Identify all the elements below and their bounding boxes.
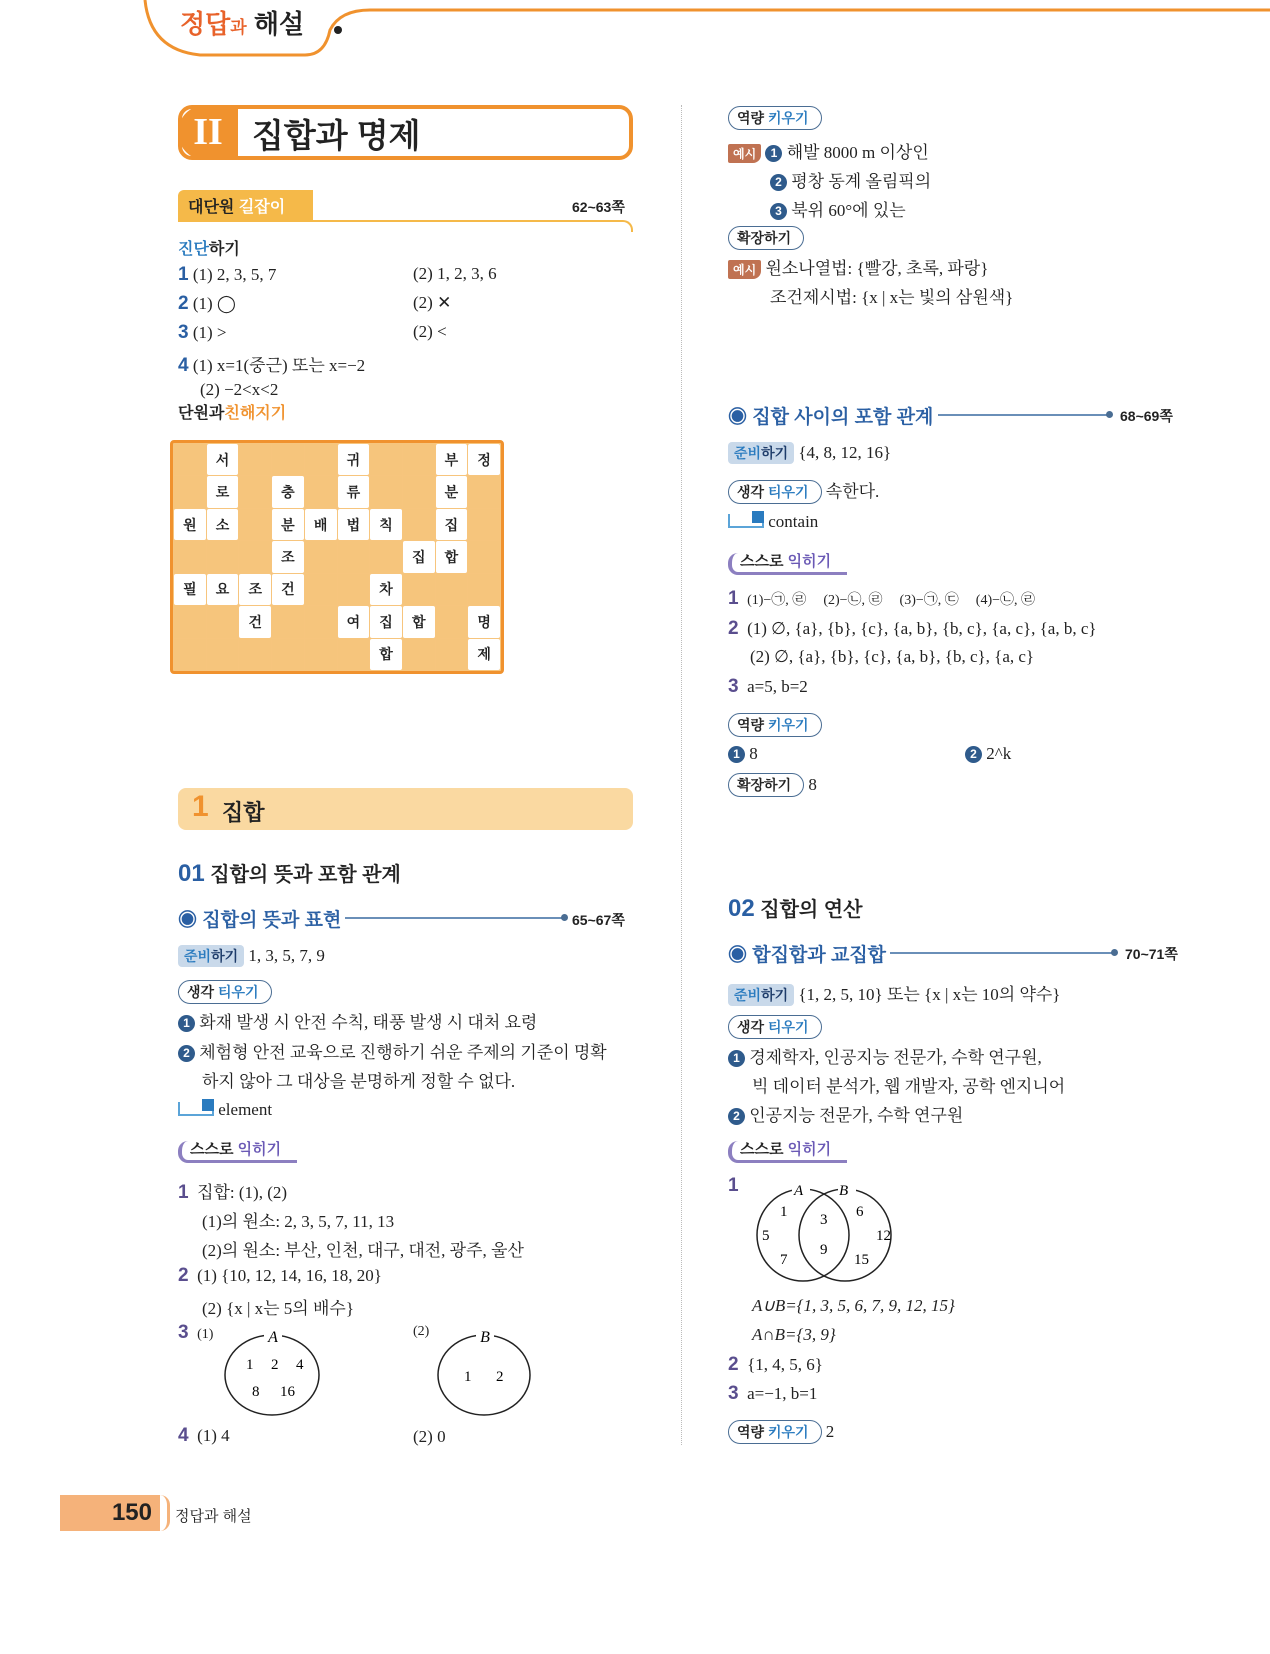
crossword-cell <box>305 639 337 670</box>
diagnose-item: 2 (1) ◯ <box>178 293 236 314</box>
crossword-cell: 법 <box>338 509 370 540</box>
sec1-q2: 2 (1) {10, 12, 14, 16, 18, 20} <box>178 1265 382 1286</box>
sec3-self-label: 스스로 익히기 <box>728 1138 847 1159</box>
crossword-cell <box>174 639 206 670</box>
chapter-numeral: II <box>178 105 238 160</box>
sec2-q2: 2 (1) ∅, {a}, {b}, {c}, {a, b}, {b, c}, {a, c}, {a, b, c} <box>728 618 1097 639</box>
sec3-pages: 70~71쪽 <box>1125 946 1178 962</box>
crossword-cell <box>436 606 468 637</box>
page-number: 150 <box>60 1495 160 1531</box>
sec2-q1: 1 (1)−㉠, ㉣ (2)−㉡, ㉣ (3)−㉠, ㉢ (4)−㉡, ㉣ <box>728 588 1036 609</box>
sec3-line <box>890 952 1115 954</box>
sec1-q1b: (1)의 원소: 2, 3, 5, 7, 11, 13 <box>202 1212 395 1231</box>
crossword-cell: 제 <box>468 639 500 670</box>
venn-item: 16 <box>280 1384 295 1400</box>
crossword-cell <box>272 639 304 670</box>
crossword-cell: 명 <box>468 606 500 637</box>
crossword-cell <box>370 444 402 475</box>
venn-item: 5 <box>762 1228 770 1244</box>
sec3-intersection: A∩B={3, 9} <box>752 1325 836 1344</box>
crossword-cell: 정 <box>468 444 500 475</box>
ext-example-2: 조건제시법: {x | x는 빛의 삼원색} <box>770 288 1014 307</box>
venn-label-b: B <box>839 1183 849 1199</box>
crossword-cell <box>370 476 402 507</box>
crossword-cell <box>239 541 271 572</box>
venn-item: 1 <box>246 1357 254 1373</box>
sec2-cap-2: 2 2^k <box>965 744 1011 764</box>
sec3-union: A∪B={1, 3, 5, 6, 7, 9, 12, 15} <box>752 1296 955 1315</box>
overview-label: 대단원 길잡이 <box>178 190 313 220</box>
crossword-cell <box>370 541 402 572</box>
sec1-self-label: 스스로 익히기 <box>178 1138 297 1159</box>
crossword-cell <box>239 639 271 670</box>
crossword-cell: 조 <box>239 574 271 605</box>
venn-item: 6 <box>856 1204 864 1220</box>
sec3-prep: 준비하기 {1, 2, 5, 10} 또는 {x | x는 10의 약수} <box>728 980 1060 1006</box>
crossword-cell: 로 <box>207 476 239 507</box>
cap-example-1: 예시 1 해발 8000 m 이상인 <box>728 138 929 163</box>
crossword-cell: 배 <box>305 509 337 540</box>
crossword-cell <box>436 574 468 605</box>
sec2-ext: 확장하기 8 <box>728 773 817 797</box>
venn-item: 7 <box>780 1252 788 1268</box>
crossword-cell <box>305 541 337 572</box>
crossword-cell <box>468 476 500 507</box>
crossword-cell <box>305 476 337 507</box>
unit-title: 집합 <box>222 800 265 825</box>
crossword-cell: 부 <box>436 444 468 475</box>
sec1-q1c: (2)의 원소: 부산, 인천, 대구, 대전, 광주, 울산 <box>202 1241 524 1260</box>
sec2-think: 생각 티우기 속한다. <box>728 477 879 504</box>
crossword-cell <box>436 639 468 670</box>
crossword-cell: 칙 <box>370 509 402 540</box>
crossword-cell <box>468 509 500 540</box>
crossword-cell: 합 <box>436 541 468 572</box>
crossword-cell: 조 <box>272 541 304 572</box>
sec3-q3: 3 a=−1, b=1 <box>728 1383 818 1404</box>
crossword-cell: 차 <box>370 574 402 605</box>
crossword-cell: 집 <box>403 541 435 572</box>
sec2-cap-label: 역량 키우기 <box>728 713 822 737</box>
crossword-cell: 건 <box>272 574 304 605</box>
circle-1-icon: 1 <box>178 1015 195 1032</box>
venn-item: 1 <box>464 1369 472 1385</box>
crossword-heading: 단원과친해지기 <box>178 405 287 422</box>
sec2-pages: 68~69쪽 <box>1120 408 1173 424</box>
sec1-q1: 1 집합: (1), (2) <box>178 1182 288 1203</box>
sec2-q2b: (2) ∅, {a}, {b}, {c}, {a, b}, {b, c}, {a, c} <box>750 647 1035 666</box>
venn-b-label: B <box>480 1329 490 1346</box>
sec1-q3b: (2) <box>413 1324 430 1339</box>
venn-item: 2 <box>271 1357 279 1373</box>
lesson2-heading: 02 집합의 연산 <box>728 895 863 922</box>
dictionary-icon <box>178 1102 214 1116</box>
crossword-cell: 원 <box>174 509 206 540</box>
crossword-cell: 건 <box>239 606 271 637</box>
lesson1-heading: 01 집합의 뜻과 포함 관계 <box>178 860 401 887</box>
sec3-cap: 역량 키우기 2 <box>728 1420 834 1444</box>
footer-bracket <box>160 1495 170 1531</box>
crossword-cell <box>305 606 337 637</box>
crossword-cell: 합 <box>403 606 435 637</box>
crossword-grid <box>170 440 504 674</box>
venn-label-a: A <box>794 1183 804 1199</box>
crossword-cell <box>272 444 304 475</box>
sec2-heading: ◉ 집합 사이의 포함 관계 <box>728 407 934 428</box>
circle-2-icon: 2 <box>178 1045 195 1062</box>
diagnose-item: 1 (1) 2, 3, 5, 7 <box>178 264 277 285</box>
crossword-cell <box>305 574 337 605</box>
sec1-think1: 1 화재 발생 시 안전 수칙, 태풍 발생 시 대처 요령 <box>178 1008 537 1033</box>
sec1-think2b: 하지 않아 그 대상을 분명하게 정할 수 없다. <box>202 1072 516 1091</box>
diagnose-item-b: (2) < <box>413 322 447 341</box>
crossword-cell: 집 <box>436 509 468 540</box>
crossword-cell <box>174 476 206 507</box>
crossword-cell <box>174 606 206 637</box>
venn-ab <box>748 1178 908 1288</box>
venn-a-label: A <box>268 1329 278 1346</box>
diagnose-heading: 진단하기 <box>178 241 240 258</box>
crossword-cell <box>239 476 271 507</box>
crossword-cell <box>272 606 304 637</box>
sec3-think-label: 생각 티우기 <box>728 1015 822 1039</box>
crossword-cell <box>239 444 271 475</box>
venn-item: 4 <box>296 1357 304 1373</box>
sec3-think2: 2 인공지능 전문가, 수학 연구원 <box>728 1101 963 1126</box>
diagnose-extra: (2) −2<x<2 <box>200 380 279 399</box>
column-divider <box>681 105 682 1445</box>
venn-a <box>220 1325 330 1420</box>
crossword-cell <box>338 541 370 572</box>
sec1-q4: 4 (1) 4 <box>178 1425 230 1446</box>
sec3-heading: ◉ 합집합과 교집합 <box>728 945 887 966</box>
overview-pages: 62~63쪽 <box>572 199 625 215</box>
diagnose-item: 3 (1) > <box>178 322 227 343</box>
crossword-cell <box>338 639 370 670</box>
crossword-cell: 분 <box>436 476 468 507</box>
crossword-cell: 합 <box>370 639 402 670</box>
crossword-cell: 집 <box>370 606 402 637</box>
venn-item: 3 <box>820 1212 828 1228</box>
crossword-cell: 요 <box>207 574 239 605</box>
footer-label: 정답과 해설 <box>175 1508 252 1525</box>
diagnose-item-b: (2) ✕ <box>413 293 452 312</box>
crossword-cell: 충 <box>272 476 304 507</box>
crossword-cell <box>207 606 239 637</box>
crossword-cell <box>403 509 435 540</box>
sec2-prep: 준비하기 {4, 8, 12, 16} <box>728 442 891 464</box>
crossword-cell <box>207 639 239 670</box>
venn-item: 9 <box>820 1242 828 1258</box>
crossword-cell <box>403 574 435 605</box>
crossword-cell: 소 <box>207 509 239 540</box>
cap-example-2: 2 평창 동계 올림픽의 <box>770 167 931 192</box>
sec2-dict: contain <box>728 512 818 532</box>
sec3-q2: 2 {1, 4, 5, 6} <box>728 1354 823 1375</box>
sec1-pages: 65~67쪽 <box>572 912 625 928</box>
crossword-cell <box>239 509 271 540</box>
sec3-q1-num: 1 <box>728 1175 739 1196</box>
ext-label: 확장하기 <box>728 226 804 250</box>
chapter-title: 집합과 명제 <box>252 117 421 154</box>
crossword-cell: 필 <box>174 574 206 605</box>
crossword-cell: 분 <box>272 509 304 540</box>
crossword-cell: 여 <box>338 606 370 637</box>
sec2-self-label: 스스로 익히기 <box>728 550 847 571</box>
header-title: 정답과 해설 <box>180 9 305 39</box>
crossword-cell <box>338 574 370 605</box>
venn-item: 1 <box>780 1204 788 1220</box>
crossword-cell <box>403 444 435 475</box>
crossword-cell <box>468 574 500 605</box>
crossword-cell <box>403 476 435 507</box>
sec2-line <box>938 414 1110 416</box>
venn-item: 15 <box>854 1252 869 1268</box>
dictionary-icon <box>728 514 764 528</box>
venn-item: 2 <box>496 1369 504 1385</box>
diagnose-item: 4 (1) x=1(중근) 또는 x=−2 <box>178 355 366 376</box>
crossword-cell: 류 <box>338 476 370 507</box>
sec1-q4b: (2) 0 <box>413 1427 446 1446</box>
diagnose-item-b: (2) 1, 2, 3, 6 <box>413 264 497 283</box>
crossword-cell: 서 <box>207 444 239 475</box>
crossword-cell <box>468 541 500 572</box>
cap-example-3: 3 북위 60°에 있는 <box>770 196 906 221</box>
sec3-think1b: 빅 데이터 분석가, 웹 개발자, 공학 엔지니어 <box>752 1077 1066 1096</box>
venn-item: 8 <box>252 1384 260 1400</box>
crossword-cell: 귀 <box>338 444 370 475</box>
overview-line <box>178 220 633 232</box>
sec2-q3: 3 a=5, b=2 <box>728 676 808 697</box>
sec1-dict: element <box>178 1100 272 1120</box>
unit-number: 1 <box>192 790 209 823</box>
venn-b <box>434 1325 534 1420</box>
crossword-cell <box>174 444 206 475</box>
cap-label: 역량 키우기 <box>728 106 822 130</box>
sec1-q3: 3 (1) <box>178 1322 214 1343</box>
sec1-think2: 2 체험형 안전 교육으로 진행하기 쉬운 주제의 기준이 명확 <box>178 1038 607 1063</box>
sec2-cap-1: 1 8 <box>728 744 758 764</box>
crossword-cell <box>207 541 239 572</box>
sec1-q2b: (2) {x | x는 5의 배수} <box>202 1299 354 1318</box>
crossword-cell <box>403 639 435 670</box>
sec1-prep: 준비하기 1, 3, 5, 7, 9 <box>178 945 325 967</box>
sec1-think-label: 생각 티우기 <box>178 980 272 1004</box>
sec1-line <box>345 917 565 919</box>
sec3-think1: 1 경제학자, 인공지능 전문가, 수학 연구원, <box>728 1043 1042 1068</box>
crossword-cell <box>305 444 337 475</box>
crossword-cell <box>174 541 206 572</box>
venn-item: 12 <box>876 1228 891 1244</box>
sec1-heading: ◉ 집합의 뜻과 표현 <box>178 910 342 931</box>
ext-example-1: 예시 원소나열법: {빨강, 초록, 파랑} <box>728 254 988 279</box>
